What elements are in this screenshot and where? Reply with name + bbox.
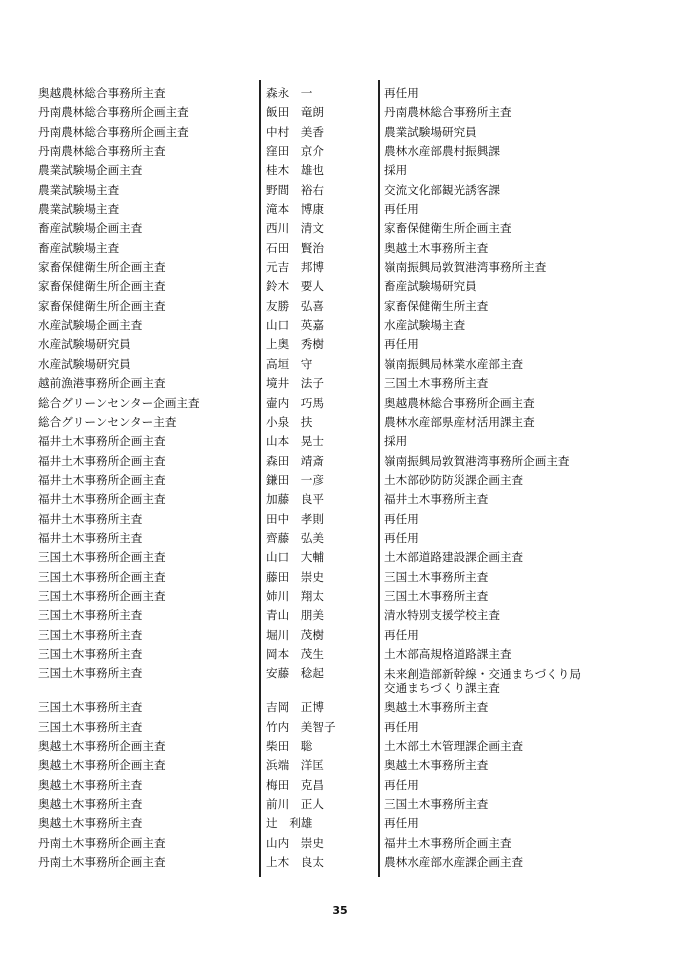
- new-position: [384, 452, 570, 471]
- former-position: 三国土木事務所主査: [38, 719, 143, 734]
- new-position-line: 奥越土木事務所主査: [384, 240, 489, 255]
- new-position: [384, 297, 488, 316]
- new-position-line: 嶺南振興局敦賀港湾事務所企画主査: [384, 453, 570, 468]
- person-name: 鈴木 要人: [266, 279, 324, 294]
- list-item: [0, 664, 680, 698]
- new-position: [384, 587, 488, 606]
- new-position: [384, 645, 512, 664]
- list-item: [0, 471, 680, 490]
- new-position: [384, 316, 465, 335]
- former-position: 畜産試験場企画主査: [38, 221, 143, 236]
- list-item: [0, 355, 680, 374]
- former-position: 三国土木事務所企画主査: [38, 569, 166, 584]
- new-position-line: 嶺南振興局敦賀港湾事務所主査: [384, 260, 547, 275]
- list-item: [0, 84, 680, 103]
- new-position: [384, 142, 500, 161]
- former-position: 総合グリーンセンター企画主査: [38, 395, 200, 410]
- new-position-line: 農林水産部水産課企画主査: [384, 855, 524, 870]
- former-position: 水産試験場企画主査: [38, 318, 143, 333]
- new-position: [384, 834, 512, 853]
- new-position: [384, 795, 488, 814]
- person-name: 吉岡 正博: [266, 700, 324, 715]
- person-name: 田中 孝則: [266, 511, 324, 526]
- new-position-line: 家畜保健衛生所企画主査: [384, 221, 512, 236]
- new-position-line: 再任用: [384, 337, 419, 352]
- new-position-line: 嶺南振興局林業水産部主査: [384, 356, 524, 371]
- list-item: [0, 413, 680, 432]
- former-position: 三国土木事務所主査: [38, 646, 143, 661]
- person-name: 加藤 良平: [266, 492, 324, 507]
- former-position: 奥越土木事務所企画主査: [38, 739, 166, 753]
- new-position-line: 三国土木事務所主査: [384, 569, 489, 584]
- personnel-list: [0, 84, 680, 872]
- new-position: [384, 606, 500, 625]
- former-position: 福井土木事務所企画主査: [38, 492, 166, 507]
- list-item: [0, 756, 680, 775]
- new-position: [384, 718, 419, 737]
- new-position-line: 再任用: [384, 86, 419, 100]
- former-position: 三国土木事務所主査: [38, 666, 143, 681]
- person-name: 西川 清文: [266, 221, 324, 236]
- former-position: 農業試験場企画主査: [38, 163, 143, 178]
- new-position: [384, 432, 407, 451]
- person-name: 藤田 崇史: [266, 569, 324, 584]
- list-item: [0, 606, 680, 625]
- new-position-line: 再任用: [384, 202, 419, 217]
- new-position: [384, 239, 488, 258]
- list-item: [0, 219, 680, 238]
- person-name: 飯田 竜朗: [266, 105, 324, 120]
- former-position: 奥越土木事務所企画主査: [38, 758, 166, 773]
- list-item: [0, 587, 680, 606]
- new-position: [384, 490, 488, 509]
- new-position: [384, 394, 535, 413]
- former-position: 家畜保健衛生所企画主査: [38, 298, 166, 313]
- former-position: 福井土木事務所企画主査: [38, 472, 166, 487]
- list-item: [0, 432, 680, 451]
- new-position-line: 農林水産部県産材活用課主査: [384, 414, 535, 429]
- list-item: [0, 123, 680, 142]
- new-position: [384, 374, 488, 393]
- new-position-line: 再任用: [384, 777, 419, 792]
- new-position: [384, 698, 488, 717]
- former-position: 水産試験場研究員: [38, 356, 131, 371]
- list-item: [0, 737, 680, 756]
- person-name: 野間 裕右: [266, 182, 324, 197]
- list-item: [0, 161, 680, 180]
- new-position: [384, 200, 419, 219]
- person-name: 堀川 茂樹: [266, 627, 324, 642]
- list-item: [0, 834, 680, 853]
- former-position: 三国土木事務所主査: [38, 608, 143, 623]
- person-name: 柴田 聡: [266, 739, 313, 753]
- new-position-line: 採用: [384, 163, 408, 178]
- list-item: [0, 853, 680, 872]
- former-position: 農業試験場主査: [38, 202, 120, 217]
- person-name: 安藤 稔起: [266, 666, 324, 681]
- person-name: 山口 英嘉: [266, 318, 324, 333]
- new-position-line: 土木部高規格道路課主査: [384, 646, 512, 661]
- person-name: 桂木 雄也: [266, 163, 324, 178]
- list-item: [0, 452, 680, 471]
- list-item: [0, 776, 680, 795]
- list-item: [0, 239, 680, 258]
- new-position: [384, 776, 419, 795]
- list-item: [0, 698, 680, 717]
- person-name: 山内 崇史: [266, 835, 324, 850]
- person-name: 高垣 守: [266, 356, 313, 371]
- person-name: 山口 大輔: [266, 550, 324, 565]
- former-position: 総合グリーンセンター主査: [38, 414, 177, 429]
- new-position: [384, 510, 419, 529]
- former-position: 福井土木事務所主査: [38, 530, 143, 545]
- new-position-line: 再任用: [384, 511, 419, 526]
- former-position: 福井土木事務所主査: [38, 511, 143, 526]
- new-position-line: 再任用: [384, 719, 419, 734]
- former-position: 丹南農林総合事務所企画主査: [38, 124, 189, 139]
- new-position-line: 土木部土木管理課企画主査: [384, 739, 524, 753]
- new-position: [384, 335, 419, 354]
- new-position: [384, 548, 523, 567]
- list-item: [0, 258, 680, 277]
- new-position-line: 奥越土木事務所主査: [384, 758, 489, 773]
- former-position: 家畜保健衛生所企画主査: [38, 260, 166, 275]
- new-position-line: 奥越土木事務所主査: [384, 700, 489, 715]
- new-position-line: 農林水産部農村振興課: [384, 144, 500, 159]
- list-item: [0, 814, 680, 833]
- former-position: 奥越土木事務所主査: [38, 797, 143, 812]
- new-position: [384, 814, 419, 833]
- former-position: 丹南土木事務所企画主査: [38, 855, 166, 870]
- former-position: 越前漁港事務所企画主査: [38, 376, 166, 391]
- list-item: [0, 490, 680, 509]
- new-position-line: 採用: [384, 434, 408, 449]
- new-position: [384, 123, 477, 142]
- person-name: 元吉 邦博: [266, 260, 324, 275]
- list-item: [0, 718, 680, 737]
- new-position-line: 畜産試験場研究員: [384, 279, 477, 294]
- new-position-line: 三国土木事務所主査: [384, 588, 489, 603]
- list-item: [0, 795, 680, 814]
- new-position-line: 土木部道路建設課企画主査: [384, 550, 524, 565]
- person-name: 森田 靖斎: [266, 453, 324, 468]
- former-position: 三国土木事務所企画主査: [38, 550, 166, 565]
- list-item: [0, 103, 680, 122]
- former-position: 農業試験場主査: [38, 182, 120, 197]
- former-position: 水産試験場研究員: [38, 337, 131, 352]
- list-item: [0, 548, 680, 567]
- new-position: [384, 756, 488, 775]
- new-position: [384, 667, 581, 695]
- new-position-line: 三国土木事務所主査: [384, 376, 489, 391]
- new-position-line: 水産試験場主査: [384, 318, 466, 333]
- new-position: [384, 84, 419, 103]
- former-position: 丹南農林総合事務所企画主査: [38, 105, 189, 120]
- list-item: [0, 374, 680, 393]
- new-position: [384, 529, 419, 548]
- former-position: 畜産試験場主査: [38, 240, 120, 255]
- former-position: 福井土木事務所企画主査: [38, 434, 166, 449]
- new-position-line: 三国土木事務所主査: [384, 797, 489, 812]
- new-position-line: 交通まちづくり課主査: [384, 680, 500, 695]
- new-position: [384, 413, 535, 432]
- person-name: 岡本 茂生: [266, 646, 324, 661]
- list-item: [0, 394, 680, 413]
- person-name: 上木 良太: [266, 855, 324, 870]
- new-position-line: 丹南農林総合事務所主査: [384, 105, 512, 120]
- person-name: 浜端 洋匡: [266, 758, 324, 773]
- person-name: 森永 一: [266, 86, 313, 100]
- person-name: 鎌田 一彦: [266, 472, 324, 487]
- person-name: 中村 美香: [266, 124, 324, 139]
- list-item: [0, 277, 680, 296]
- person-name: 青山 朋美: [266, 608, 324, 623]
- former-position: 丹南農林総合事務所主査: [38, 144, 166, 159]
- person-name: 石田 賢治: [266, 240, 324, 255]
- new-position: [384, 471, 523, 490]
- person-name: 境井 法子: [266, 376, 324, 391]
- former-position: 三国土木事務所主査: [38, 700, 143, 715]
- person-name: 姉川 翔太: [266, 588, 324, 603]
- former-position: 三国土木事務所企画主査: [38, 588, 166, 603]
- former-position: 奥越土木事務所主査: [38, 777, 143, 792]
- new-position-line: 土木部砂防防災課企画主査: [384, 472, 524, 487]
- new-position: [384, 355, 523, 374]
- person-name: 友勝 弘喜: [266, 298, 324, 313]
- new-position-line: 再任用: [384, 627, 419, 642]
- new-position-line: 奥越農林総合事務所企画主査: [384, 395, 535, 410]
- person-name: 梅田 克昌: [266, 777, 324, 792]
- list-item: [0, 316, 680, 335]
- list-item: [0, 510, 680, 529]
- person-name: 竹内 美智子: [266, 719, 336, 734]
- former-position: 家畜保健衛生所企画主査: [38, 279, 166, 294]
- new-position-line: 農業試験場研究員: [384, 124, 477, 139]
- person-name: 山本 晃士: [266, 434, 324, 449]
- new-position: [384, 568, 488, 587]
- former-position: 三国土木事務所主査: [38, 627, 143, 642]
- new-position: [384, 258, 546, 277]
- list-item: [0, 529, 680, 548]
- list-item: [0, 568, 680, 587]
- new-position: [384, 219, 512, 238]
- new-position: [384, 181, 500, 200]
- former-position: 奥越農林総合事務所主査: [38, 86, 166, 100]
- former-position: 奥越土木事務所主査: [38, 816, 143, 831]
- new-position: [384, 853, 523, 872]
- new-position-line: 福井土木事務所企画主査: [384, 835, 512, 850]
- person-name: 辻 利雄: [266, 816, 313, 831]
- person-name: 壷内 巧馬: [266, 395, 324, 410]
- former-position: 丹南土木事務所企画主査: [38, 835, 166, 850]
- list-item: [0, 626, 680, 645]
- new-position: [384, 103, 512, 122]
- new-position-line: 福井土木事務所主査: [384, 492, 489, 507]
- list-item: [0, 142, 680, 161]
- person-name: 滝本 博康: [266, 202, 324, 217]
- new-position: [384, 737, 523, 756]
- list-item: [0, 200, 680, 219]
- list-item: [0, 645, 680, 664]
- person-name: 齊藤 弘美: [266, 530, 324, 545]
- new-position: [384, 277, 477, 296]
- new-position-line: 再任用: [384, 816, 419, 831]
- new-position: [384, 626, 419, 645]
- page-number: 35: [332, 904, 348, 917]
- new-position-line: 再任用: [384, 530, 419, 545]
- new-position-line: 清水特別支援学校主査: [384, 608, 500, 623]
- person-name: 小泉 扶: [266, 414, 313, 429]
- list-item: [0, 335, 680, 354]
- new-position-line: 家畜保健衛生所主査: [384, 298, 489, 313]
- person-name: 前川 正人: [266, 797, 324, 812]
- person-name: 上奥 秀樹: [266, 337, 324, 352]
- new-position-line: 交流文化部観光誘客課: [384, 182, 500, 197]
- person-name: 窪田 京介: [266, 144, 324, 159]
- list-item: [0, 297, 680, 316]
- new-position: [384, 161, 407, 180]
- former-position: 福井土木事務所企画主査: [38, 453, 166, 468]
- new-position-line: 未来創造部新幹線・交通まちづくり局: [384, 666, 581, 681]
- list-item: [0, 181, 680, 200]
